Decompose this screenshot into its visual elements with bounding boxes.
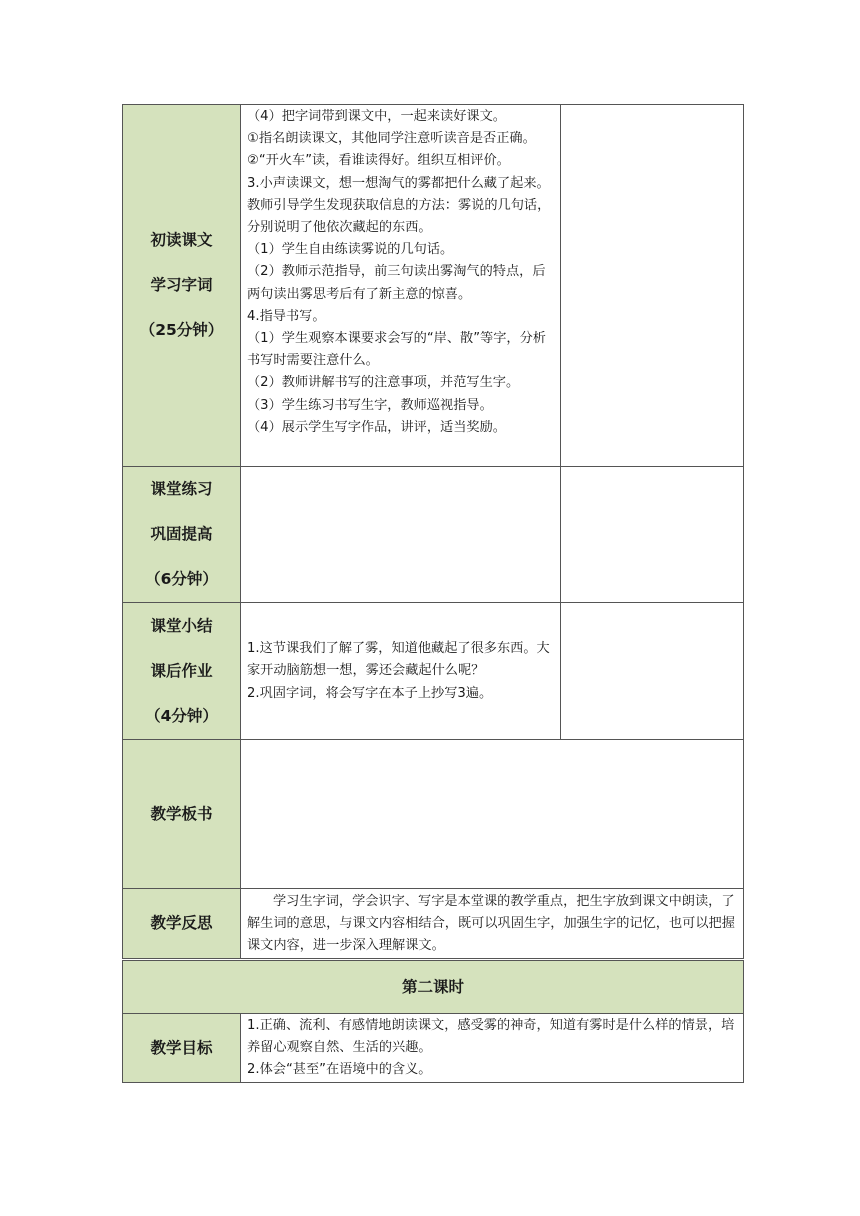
paragraph: （3）学生练习书写生字，教师巡视指导。 — [247, 397, 493, 413]
paragraph: （2）教师讲解书写的注意事项，并范写生字。 — [247, 375, 520, 391]
section-label-class-practice: 课堂练习 巩固提高 （6分钟） — [123, 467, 241, 603]
section-label-reflection: 教学反思 — [123, 889, 241, 959]
section-content-class-practice — [241, 467, 561, 603]
paragraph: （1）学生自由练读雾说的几句话。 — [247, 242, 454, 258]
section-label-summary-homework: 课堂小结 课后作业 （4分钟） — [123, 603, 241, 740]
section-content-teaching-goals — [241, 1014, 744, 1083]
section-content-board-writing — [241, 740, 744, 889]
notes-cell — [561, 105, 744, 467]
paragraph: （1）学生观察本课要求会写的“岸、散”等字，分析书写时需要注意什么。 — [247, 331, 546, 369]
row-second-lesson-banner — [123, 961, 744, 1014]
row-summary-homework — [123, 603, 744, 740]
paragraph: （4）展示学生写字作品，讲评，适当奖励。 — [247, 419, 506, 435]
row-reflection — [123, 889, 744, 959]
paragraph: （2）教师示范指导，前三句读出雾淘气的特点，后两句读出雾思考后有了新主意的惊喜。 — [247, 264, 546, 302]
paragraph: 4.指导书写。 — [247, 308, 326, 324]
notes-cell — [561, 467, 744, 603]
second-lesson-table — [122, 960, 744, 1083]
reflection-text: 学习生字词，学会识字、写字是本堂课的教学重点，把生字放到课文中朗读，了解生词的意思，与课文内容相结合，既可以巩固生字，加强生字的记忆，也可以把握课文内容，进一步深入理解课文。 — [247, 893, 735, 954]
section-content-summary-homework — [241, 603, 561, 740]
paragraph: 1.正确、流利、有感情地朗读课文，感受雾的神奇，知道有雾时是什么样的情景，培养留心观察自然、生活的兴趣。 — [247, 1018, 735, 1056]
paragraph: ②“开火车”读，看谁读得好。组织互相评价。 — [247, 153, 510, 169]
paragraph: 3.小声读课文，想一想淘气的雾都把什么藏了起来。教师引导学生发现获取信息的方法：雾说的几句话，分别说明了他依次藏起的东西。 — [247, 175, 551, 236]
notes-cell — [561, 603, 744, 740]
paragraph: ①指名朗读课文，其他同学注意听读音是否正确。 — [247, 131, 536, 147]
section-label-teaching-goals: 教学目标 — [123, 1014, 241, 1083]
paragraph: 2.体会“甚至”在语境中的含义。 — [247, 1062, 432, 1078]
section-label-board-writing: 教学板书 — [123, 740, 241, 889]
row-board-writing — [123, 740, 744, 889]
second-lesson-title: 第二课时 — [123, 961, 744, 1014]
row-teaching-goals — [123, 1014, 744, 1083]
section-label-initial-reading: 初读课文 学习字词 （25分钟） — [123, 105, 241, 467]
section-content-initial-reading — [241, 105, 561, 467]
row-class-practice — [123, 467, 744, 603]
paragraph: 2.巩固字词，将会写字在本子上抄写3遍。 — [247, 685, 493, 701]
lesson-plan-table — [122, 104, 744, 959]
row-initial-reading — [123, 105, 744, 467]
paragraph: （4）把字词带到课文中，一起来读好课文。 — [247, 109, 506, 124]
section-content-reflection — [241, 889, 744, 959]
paragraph: 1.这节课我们了解了雾，知道他藏起了很多东西。大家开动脑筋想一想，雾还会藏起什么呢？ — [247, 641, 550, 679]
